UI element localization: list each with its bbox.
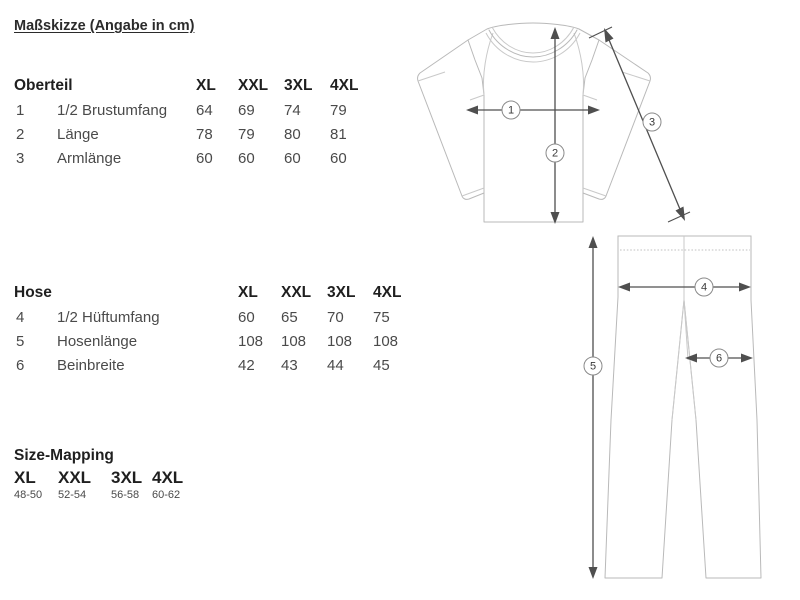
- table-cell: 79: [238, 126, 255, 143]
- table-row-label: Beinbreite: [57, 357, 125, 374]
- marker-4-label: 4: [700, 281, 708, 294]
- table-oberteil-header-xl: XL: [196, 77, 216, 94]
- table-cell: 64: [196, 102, 213, 119]
- table-cell: 44: [327, 357, 344, 374]
- size-mapping-size-3xl: 3XL: [111, 468, 143, 487]
- marker-2-label: 2: [551, 147, 559, 160]
- table-row: 6: [16, 357, 25, 374]
- table-cell: 65: [281, 309, 298, 326]
- table-row-label: Länge: [57, 126, 99, 143]
- table-oberteil-header-4xl: 4XL: [330, 77, 359, 94]
- table-cell: 108: [373, 333, 399, 350]
- size-mapping-range-4xl: 60-62: [152, 489, 181, 501]
- table-row: 1: [16, 102, 25, 119]
- table-hose-header-3xl: 3XL: [327, 284, 356, 301]
- table-cell: 108: [238, 333, 264, 350]
- table-hose-name: Hose: [14, 284, 52, 301]
- size-mapping-size-4xl: 4XL: [152, 468, 184, 487]
- table-hose-header-xxl: XXL: [281, 284, 312, 301]
- size-mapping-range-xl: 48-50: [14, 489, 43, 501]
- table-hose-header-xl: XL: [238, 284, 258, 301]
- table-cell: 60: [284, 150, 301, 167]
- table-row: 2: [16, 126, 25, 143]
- marker-6-label: 6: [715, 352, 723, 365]
- table-oberteil-header-3xl: 3XL: [284, 77, 313, 94]
- table-cell: 79: [330, 102, 347, 119]
- table-cell: 69: [238, 102, 255, 119]
- size-mapping-range-xxl: 52-54: [58, 489, 87, 501]
- table-cell: 108: [327, 333, 353, 350]
- table-row-label: Hosenlänge: [57, 333, 138, 350]
- table-row: 4: [16, 309, 25, 326]
- table-hose-header-4xl: 4XL: [373, 284, 402, 301]
- table-row-label: 1/2 Brustumfang: [57, 102, 168, 119]
- table-cell: 60: [238, 150, 255, 167]
- table-cell: 74: [284, 102, 301, 119]
- table-cell: 108: [281, 333, 307, 350]
- table-oberteil-name: Oberteil: [14, 77, 73, 94]
- shirt-illustration: [418, 23, 651, 222]
- size-mapping-range-3xl: 56-58: [111, 489, 140, 501]
- table-cell: 43: [281, 357, 298, 374]
- size-mapping-size-xl: XL: [14, 468, 36, 487]
- table-cell: 75: [373, 309, 390, 326]
- marker-1-label: 1: [507, 104, 515, 117]
- table-row: 3: [16, 150, 25, 167]
- size-mapping-size-xxl: XXL: [58, 468, 92, 487]
- table-cell: 78: [196, 126, 213, 143]
- table-cell: 70: [327, 309, 344, 326]
- dimension-1-chest: [466, 101, 600, 119]
- size-mapping-title: Size-Mapping: [14, 447, 114, 464]
- table-cell: 81: [330, 126, 347, 143]
- table-cell: 60: [238, 309, 255, 326]
- marker-3-label: 3: [648, 116, 656, 129]
- table-oberteil-header-xxl: XXL: [238, 77, 269, 94]
- table-row-label: Armlänge: [57, 150, 122, 167]
- table-row: 5: [16, 333, 25, 350]
- table-cell: 45: [373, 357, 390, 374]
- dimension-5-length: [584, 236, 602, 579]
- marker-5-label: 5: [589, 360, 597, 373]
- page-title: Maßskizze (Angabe in cm): [14, 18, 195, 34]
- dimension-3-sleeve: [589, 27, 690, 222]
- table-cell: 60: [330, 150, 347, 167]
- dimension-2-length: [546, 27, 564, 224]
- table-cell: 60: [196, 150, 213, 167]
- table-cell: 42: [238, 357, 255, 374]
- table-row-label: 1/2 Hüftumfang: [57, 309, 160, 326]
- dimension-6-legwidth: [685, 349, 753, 367]
- table-cell: 80: [284, 126, 301, 143]
